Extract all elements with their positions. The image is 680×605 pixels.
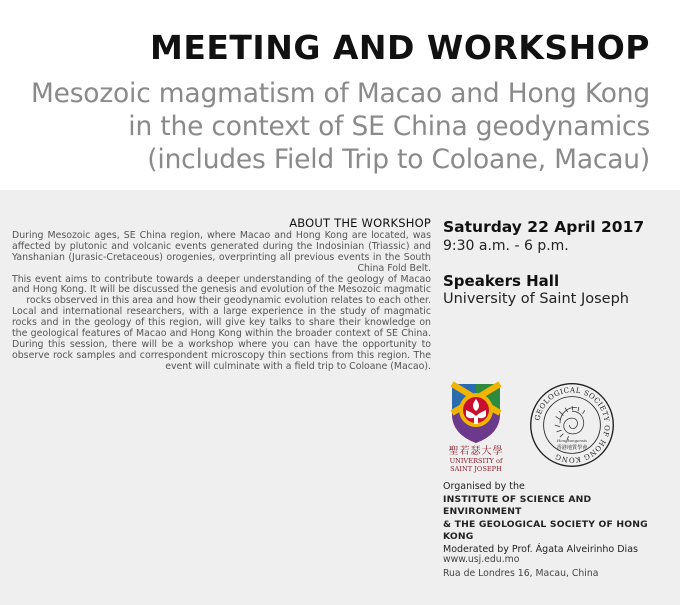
address: Rua de Londres 16, Macau, China	[443, 568, 599, 579]
organised-by-intro: Organised by the	[443, 481, 525, 492]
usj-logo	[442, 380, 510, 480]
logos	[442, 380, 612, 480]
organiser-1: INSTITUTE OF SCIENCE AND ENVIRONMENT	[443, 493, 592, 518]
about-paragraph-2: This event aims to contribute towards a deeper understanding of the geology of Macao and Hong Kong. It will be discussed the genesis and evolution of the Mesozoic magmatic rocks observed in this area and how their geodynamic evolution relates to each other.	[12, 273, 431, 307]
about-heading: ABOUT THE WORKSHOP	[289, 216, 431, 230]
usj-logo-label	[442, 446, 510, 473]
ammonite-icon	[555, 406, 585, 440]
about-paragraph-3: Local and international researchers, with a large experience in the study of magmatic rocks and in the geology of this region, will give key talks to share their knowledge on the geological features of Macao and Hong Kong within the broader context of SE China. During this session, there will be a workshop where you can have the opportunity to observe rock samples and correspondent microscopy thin sections from this region. The event will culminate with a field trip to Coloane (Macao).	[12, 306, 431, 372]
contact-info	[443, 553, 673, 581]
event-date: Saturday 22 April 2017	[443, 218, 645, 236]
event-details	[443, 218, 668, 307]
svg-text:GEOLOGICAL SOCIETY OF HONG KON	[533, 385, 612, 464]
ghk-ring-text: GEOLOGICAL SOCIETY OF HONG KONG	[532, 385, 612, 465]
organisers	[443, 481, 673, 557]
usj-crest-icon	[442, 380, 510, 446]
about-workshop	[12, 218, 431, 373]
header-section	[0, 0, 680, 190]
subtitle-line-2: in the context of SE China geodynamics	[128, 111, 650, 142]
subtitle-line-1: Mesozoic magmatism of Macao and Hong Kong	[30, 78, 650, 109]
ghk-latin: Hongkongensis	[556, 438, 588, 444]
website-link[interactable]: www.usj.edu.mo	[443, 554, 520, 565]
event-venue: Speakers Hall	[443, 272, 560, 290]
moderator: Moderated by Prof. Ágata Alveirinho Dias	[443, 543, 638, 555]
usj-chinese-name: 聖若瑟大學	[448, 446, 504, 457]
subtitle-line-3: (includes Field Trip to Coloane, Macau)	[147, 144, 650, 175]
page-title: MEETING AND WORKSHOP	[149, 28, 650, 67]
event-venue-org: University of Saint Joseph	[443, 291, 629, 307]
geological-society-logo	[529, 382, 615, 468]
usj-name-line-2: SAINT JOSEPH	[450, 464, 502, 473]
event-time: 9:30 a.m. - 6 p.m.	[443, 238, 569, 254]
organiser-2: & THE GEOLOGICAL SOCIETY OF HONG KONG	[443, 518, 648, 543]
ghk-chinese-name: 香港地質學會	[556, 445, 588, 452]
usj-name-line-1: UNIVERSITY of	[449, 457, 503, 465]
about-paragraph-1: During Mesozoic ages, SE China region, where Macao and Hong Kong are located, was affected by plutonic and volcanic events generated during the Indosinian (Triassic) and Yanshanian (Jurasic-Cretaceous) orogenies, overprinting all previous events in the South China Fold Belt.	[12, 229, 431, 274]
event-subtitle	[31, 77, 650, 176]
